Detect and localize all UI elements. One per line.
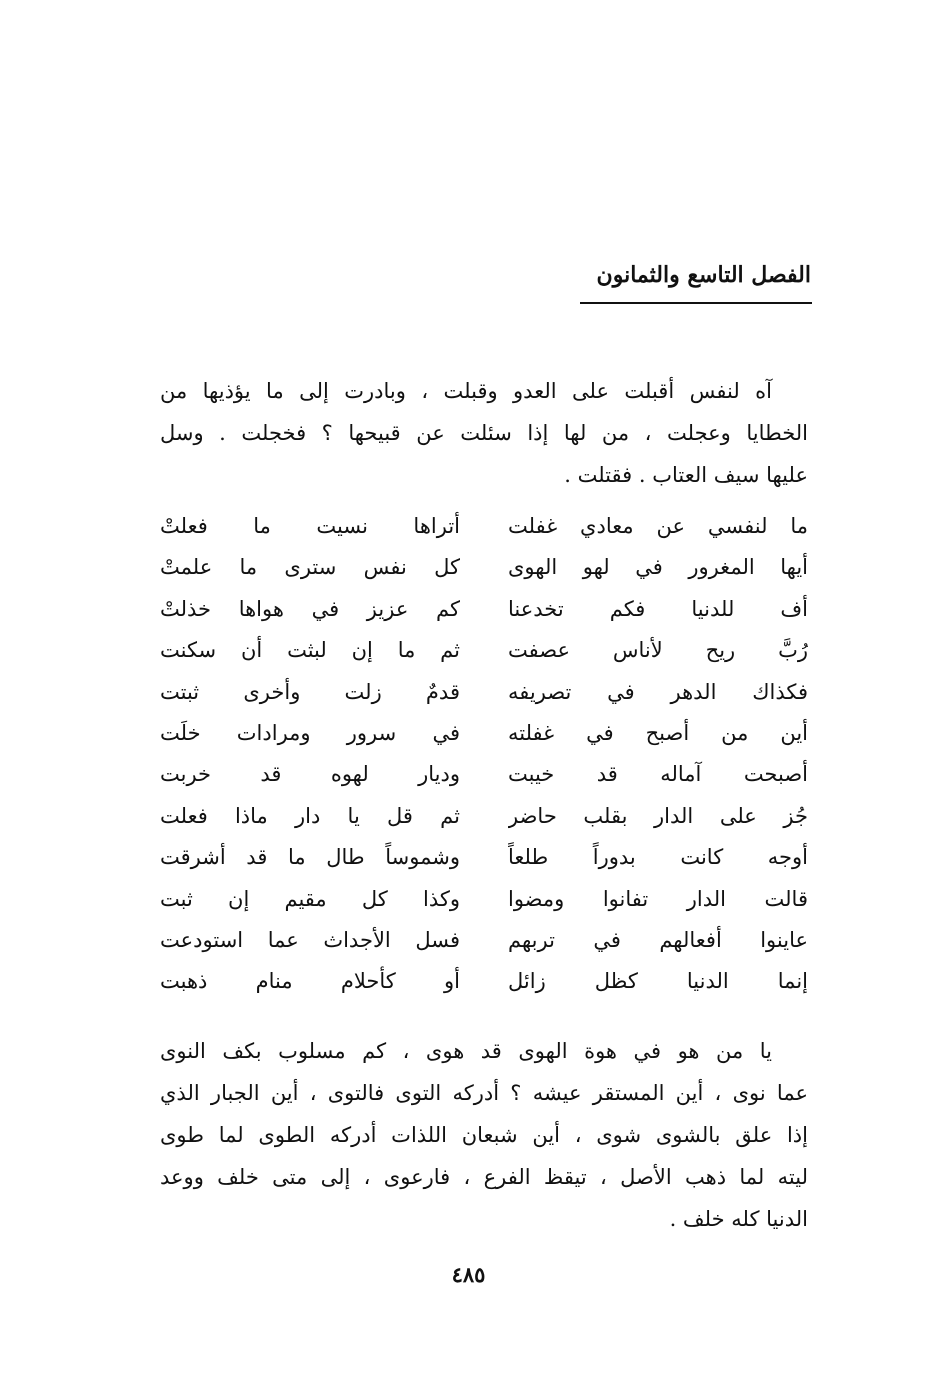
poem-verse (160, 672, 808, 713)
verse-second-hemistich: كل نفس سترى ما علمتْ (160, 555, 460, 580)
verse-second-hemistich: وشموساً طال ما قد أشرقت (160, 845, 460, 870)
verse-first-hemistich: أصبحت آماله قد خيبت (508, 762, 808, 787)
verse-first-hemistich: ما لنفسي عن معادي غفلت (508, 514, 808, 538)
paragraph-line: عما نوى ، أين المستقر عيشه ؟ أدركه التوى فالتوى ، أين الجبار الذي (160, 1081, 808, 1105)
paragraph-line: عليها سيف العتاب . فقتلت . (564, 463, 808, 487)
poem-verse (160, 920, 808, 961)
verse-first-hemistich: أيها المغرور في لهو الهوى (508, 555, 808, 580)
verse-second-hemistich: ثم قل يا دار ماذا فعلت (160, 803, 460, 828)
verse-first-hemistich: فكذاك الدهر في تصريفه (508, 679, 808, 704)
poem-verse (160, 796, 808, 837)
verse-first-hemistich: أوجه كانت بدوراً طلعاً (508, 845, 808, 870)
verse-second-hemistich: وديار لهوه قد خربت (160, 762, 460, 787)
verse-second-hemistich: كم عزيز في هواها خذلتْ (160, 596, 460, 621)
verse-second-hemistich: قدمٌ زلت وأخرى ثبتت (160, 679, 460, 704)
paragraph-line: الدنيا كله خلف . (669, 1207, 808, 1231)
verse-second-hemistich: وكذا كل مقيم إن ثبت (160, 886, 460, 911)
paragraph-line: ليته لما ذهب الأصل ، تيقظ الفرع ، فارعوى ، إلى متى خلف ووعد (160, 1165, 808, 1189)
paragraph-line: الخطايا وعجلت ، من لها إذا سئلت عن قبيحها ؟ فخجلت . وسل (160, 421, 808, 445)
verse-first-hemistich: رُبَّ ريح لأناس عصفت (508, 638, 808, 663)
verse-first-hemistich: إنما الدنيا كظل زائل (508, 969, 808, 994)
poem-verse (160, 589, 808, 630)
verse-second-hemistich: في سرور ومرادات خلَت (160, 720, 460, 745)
verse-second-hemistich: ثم ما إن لبثت أن سكنت (160, 638, 460, 663)
verse-second-hemistich: أو كأحلام منام ذهبت (160, 969, 460, 994)
paragraph-line: إذا علق بالشوى شوى ، أين شبعان اللذات أدركه الطوى لما طوى (160, 1123, 808, 1147)
poem-verse (160, 630, 808, 671)
poem-verse (160, 713, 808, 754)
paragraph-line: آه لنفس أقبلت على العدو وقبلت ، وبادرت إلى ما يؤذيها من (160, 379, 772, 403)
title-underline (580, 302, 812, 304)
poem-verse (160, 506, 808, 547)
verse-first-hemistich: عاينوا أفعالهم في تربهم (508, 927, 808, 952)
paragraph-line: يا من هو في هوة الهوى قد هوى ، كم مسلوب بكف النوى (160, 1039, 772, 1063)
chapter-title: الفصل التاسع والثمانون (596, 262, 811, 288)
verse-first-hemistich: جُز على الدار بقلب حاضر (508, 803, 808, 828)
paragraph-closing (160, 1030, 808, 1240)
verse-second-hemistich: فسل الأجداث عما استودعت (160, 927, 460, 952)
poem (160, 506, 808, 1003)
poem-verse (160, 961, 808, 1002)
verse-first-hemistich: أين من أصبح في غفلته (508, 720, 808, 745)
poem-verse (160, 754, 808, 795)
poem-verse (160, 547, 808, 588)
verse-first-hemistich: أف للدنيا فكم تخدعنا (508, 596, 808, 621)
page-number: ٤٨٥ (451, 1262, 486, 1287)
poem-verse (160, 837, 808, 878)
paragraph-intro (160, 370, 808, 496)
verse-second-hemistich: أتراها نسيت ما فعلتْ (160, 514, 460, 538)
verse-first-hemistich: قالت الدار تفانوا ومضوا (508, 886, 808, 911)
poem-verse (160, 879, 808, 920)
